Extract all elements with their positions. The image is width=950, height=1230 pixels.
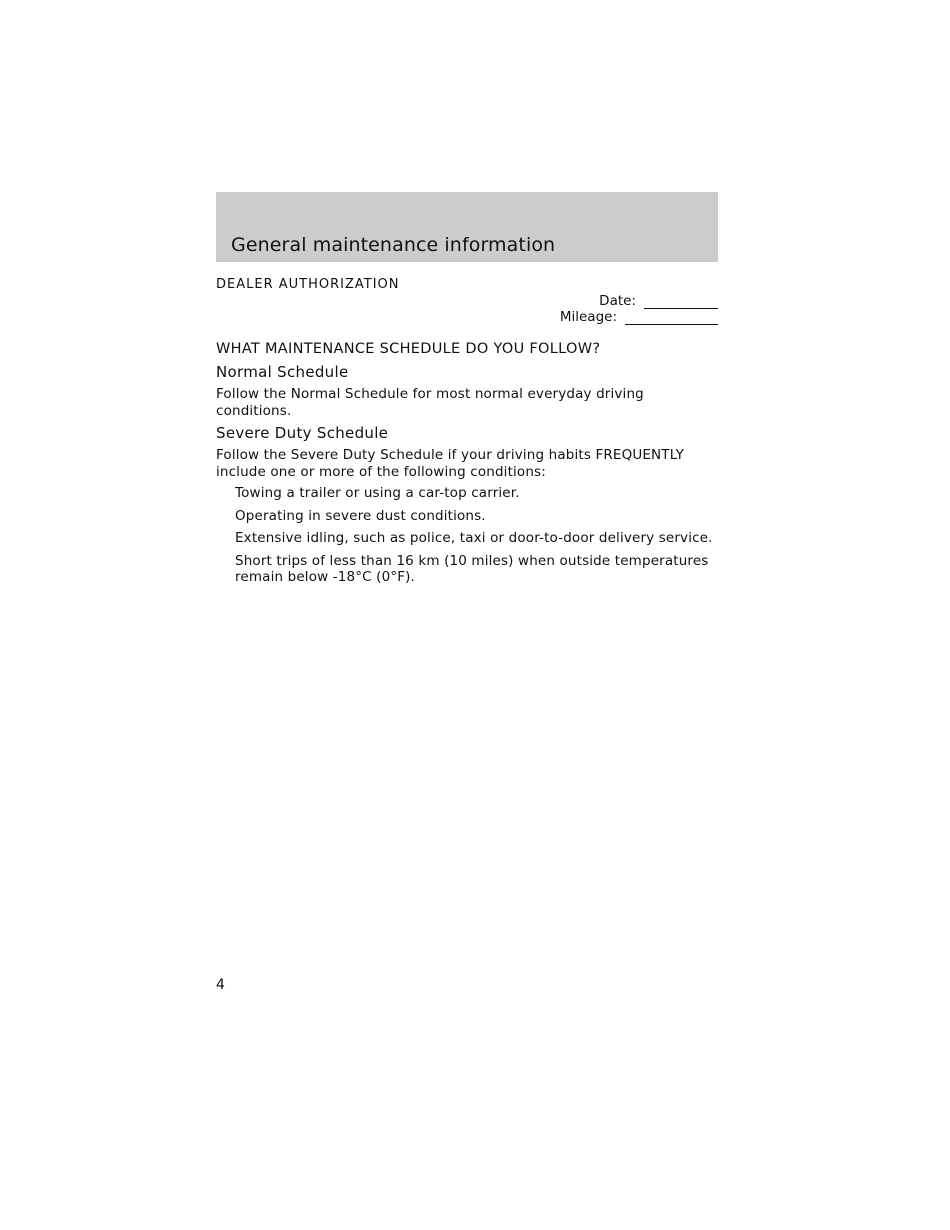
normal-schedule-text-line-1: Follow the Normal Schedule for most normal everyday driving: [216, 386, 644, 402]
mileage-blank-line: [625, 311, 718, 325]
mileage-label: Mileage:: [559, 309, 617, 325]
normal-schedule-text: [216, 386, 718, 419]
date-field-row: [216, 293, 718, 309]
severe-schedule-text-line-1: Follow the Severe Duty Schedule if your driving habits FREQUENTLY: [216, 447, 684, 463]
condition-item: Operating in severe dust conditions.: [235, 507, 486, 524]
condition-item: Towing a trailer or using a car-top carrier.: [235, 485, 520, 501]
dealer-authorization-fields: [216, 293, 718, 325]
severe-schedule-text-line-2: include one or more of the following conditions:: [216, 463, 546, 480]
section-header-band: [216, 192, 718, 262]
severe-conditions-list: [216, 485, 718, 586]
section-title: General maintenance information: [231, 234, 556, 256]
normal-schedule-text-line-2: conditions.: [216, 402, 292, 419]
severe-schedule-heading: Severe Duty Schedule: [216, 424, 389, 442]
schedule-question-heading: WHAT MAINTENANCE SCHEDULE DO YOU FOLLOW?: [216, 341, 601, 357]
document-page: [216, 192, 718, 592]
date-blank-line: [644, 295, 718, 309]
dealer-authorization-heading: DEALER AUTHORIZATION: [216, 277, 400, 292]
severe-schedule-text: [216, 447, 718, 480]
date-label: Date:: [599, 293, 636, 309]
mileage-field-row: [216, 309, 718, 325]
condition-item: Extensive idling, such as police, taxi or door-to-door delivery service.: [235, 530, 713, 546]
condition-item: Short trips of less than 16 km (10 miles) when outside temperatures remain below -18°C (0°F).: [235, 552, 709, 585]
normal-schedule-heading: Normal Schedule: [216, 363, 349, 381]
page-number: 4: [216, 977, 225, 993]
